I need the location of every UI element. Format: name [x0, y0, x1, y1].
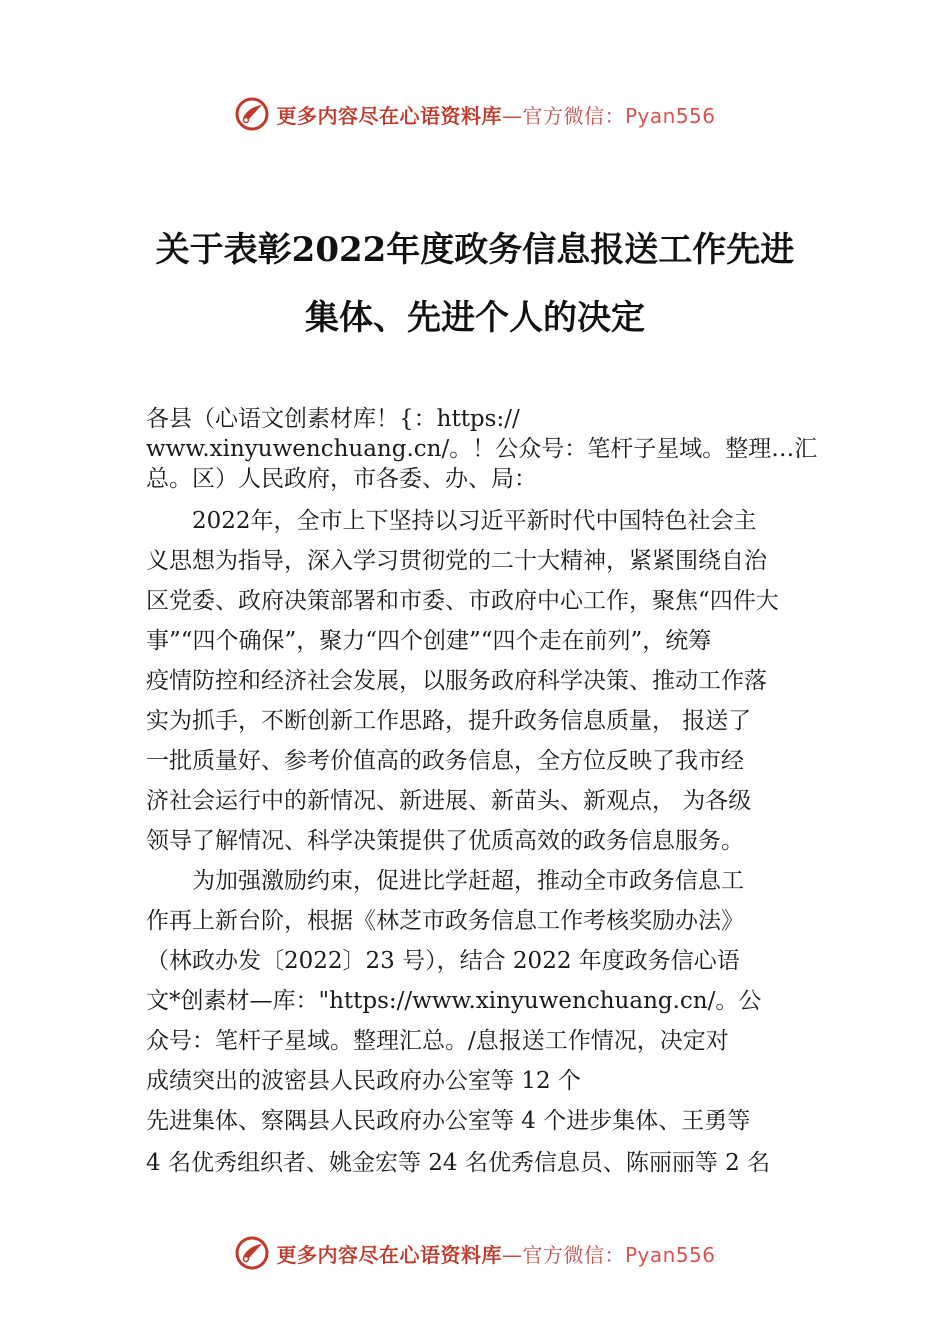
body-line: 疫情防控和经济社会发展，以服务政府科学决策、推动工作落	[146, 668, 767, 694]
logo-icon	[234, 1235, 270, 1271]
body-line: （林政办发〔2022〕23 号），结合 2022 年度政务信心语	[146, 948, 740, 974]
banner-official-label: 官方微信：	[522, 1242, 625, 1267]
document-title-line-2: 集体、先进个人的决定	[305, 298, 645, 338]
logo-icon	[234, 96, 270, 132]
body-line: www.xinyuwenchuang.cn/。！公众号：笔杆子星域。整理…汇	[146, 436, 818, 462]
banner-main-text: 更多内容尽在心语资料库	[276, 103, 502, 128]
body-line: 各县（心语文创素材库！{：https://	[146, 406, 520, 432]
body-line: 先进集体、察隅县人民政府办公室等 4 个进步集体、王勇等	[146, 1108, 751, 1134]
body-line: 为加强激励约束，促进比学赶超，推动全市政务信息工	[146, 868, 744, 894]
body-line: 2022年，全市上下坚持以习近平新时代中国特色社会主	[146, 508, 757, 534]
body-line: 作再上新台阶，根据《林芝市政务信息工作考核奖励办法》	[146, 908, 744, 934]
banner-official-label: 官方微信：	[522, 103, 625, 128]
body-line: 一批质量好、参考价值高的政务信息，全方位反映了我市经	[146, 748, 744, 774]
body-line: 济社会运行中的新情况、新进展、新苗头、新观点， 为各级	[146, 788, 752, 814]
footer-banner	[0, 1233, 950, 1273]
banner-main-text: 更多内容尽在心语资料库	[276, 1242, 502, 1267]
body-line: 4 名优秀组织者、姚金宏等 24 名优秀信息员、陈丽丽等 2 名	[146, 1150, 771, 1176]
header-banner	[0, 94, 950, 134]
document-title-line-1: 关于表彰2022年度政务信息报送工作先进	[155, 230, 795, 270]
body-line: 事”“四个确保”，聚力“四个创建”“四个走在前列”，统筹	[146, 628, 712, 654]
body-line: 领导了解情况、科学决策提供了优质高效的政务信息服务。	[146, 828, 744, 854]
banner-wechat-handle: Pyan556	[624, 1242, 716, 1267]
body-line: 成绩突出的波密县人民政府办公室等 12 个	[146, 1068, 581, 1094]
banner-dash: —	[501, 103, 523, 128]
body-line: 文*创素材—库："https://www.xinyuwenchuang.cn/。公	[146, 988, 762, 1014]
body-line: 众号：笔杆子星域。整理汇总。/息报送工作情况，决定对	[146, 1028, 729, 1054]
body-line: 义思想为指导，深入学习贯彻党的二十大精神，紧紧围绕自治	[146, 548, 767, 574]
banner-dash: —	[501, 1242, 523, 1267]
body-line: 区党委、政府决策部署和市委、市政府中心工作，聚焦“四件大	[146, 588, 779, 614]
body-line: 实为抓手，不断创新工作思路，提升政务信息质量， 报送了	[146, 708, 752, 734]
body-line: 总。区）人民政府，市各委、办、局：	[146, 466, 537, 492]
banner-wechat-handle: Pyan556	[624, 103, 716, 128]
